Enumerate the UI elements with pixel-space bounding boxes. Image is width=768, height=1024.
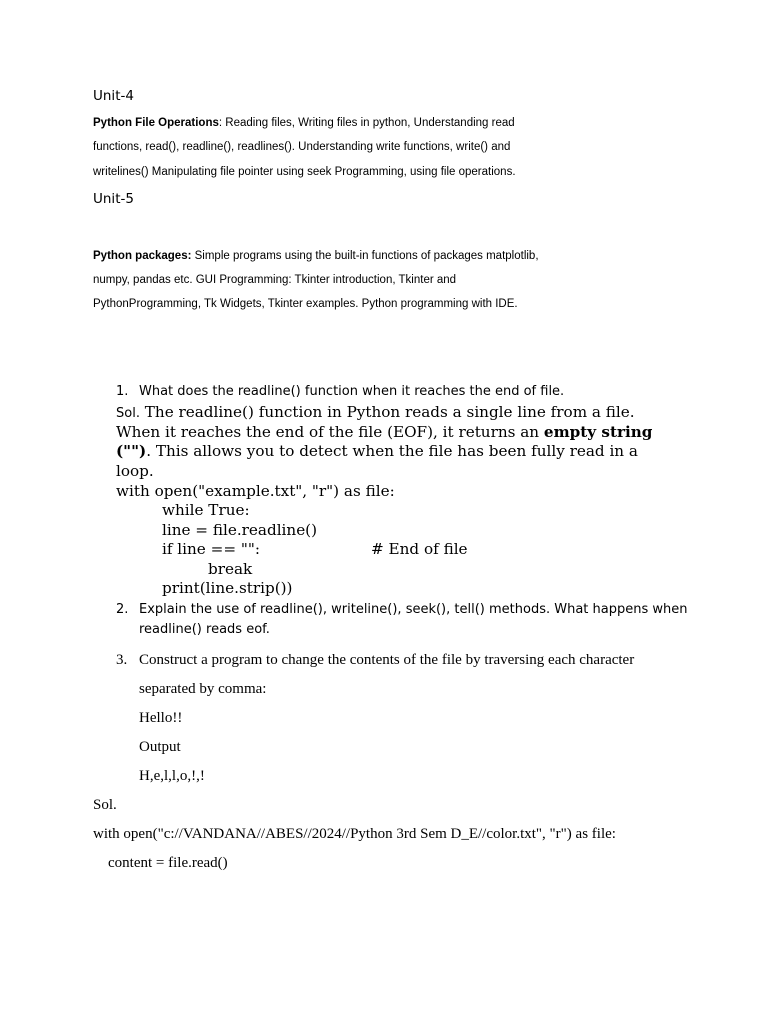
q1-question: What does the readline() function when it reaches the end of file.	[139, 384, 565, 399]
q1-number: 1.	[116, 384, 129, 399]
q1-code-line: while True:	[162, 501, 250, 519]
q1-answer-line2	[116, 423, 652, 441]
unit4-line2: functions, read(), readline(), readlines(). Understanding write functions, write() and	[93, 141, 511, 153]
q1-answer-line2-text: When it reaches the end of the file (EOF), it returns an	[116, 423, 544, 441]
q1-answer-line3-text: . This allows you to detect when the file has been fully read in a	[146, 442, 638, 460]
q1-answer-line1	[116, 403, 635, 421]
q1-answer-line1-text: The readline() function in Python reads a single line from a file.	[139, 403, 635, 421]
unit5-line3: PythonProgramming, Tk Widgets, Tkinter examples. Python programming with IDE.	[93, 298, 518, 310]
unit4-line3: writelines() Manipulating file pointer using seek Programming, using file operations.	[93, 166, 516, 178]
sol2-code-line2: content = file.read()	[108, 855, 228, 871]
unit4-line1	[93, 117, 515, 129]
q1-code-line: if line == "":	[162, 540, 260, 558]
q1-sol-label: Sol.	[116, 406, 140, 421]
q1-code-line: with open("example.txt", "r") as file:	[116, 482, 395, 500]
q1-code-line: line = file.readline()	[162, 521, 318, 539]
q3-line1: Construct a program to change the contents of the file by traversing each character	[139, 652, 635, 668]
unit5-line2: numpy, pandas etc. GUI Programming: Tkinter introduction, Tkinter and	[93, 274, 457, 286]
unit4-line1-rest: : Reading files, Writing files in python, Understanding read	[218, 117, 515, 129]
q1-empty-string: empty string	[543, 423, 653, 441]
q3-input: Hello!!	[139, 710, 183, 726]
q2-number: 2.	[116, 602, 129, 617]
unit5-line1-rest: Simple programs using the built-in functions of packages matplotlib,	[191, 250, 539, 262]
sol2-label: Sol.	[93, 797, 117, 813]
q1-empty-quotes: ("")	[116, 442, 147, 460]
q1-answer-line3	[116, 442, 638, 460]
q1-code-comment: # End of file	[371, 540, 468, 558]
q1-code-line: print(line.strip())	[162, 579, 293, 597]
unit5-heading: Unit-5	[93, 191, 134, 207]
q3-output: H,e,l,l,o,!,!	[139, 768, 205, 784]
q3-number: 3.	[116, 652, 128, 668]
q1-code-line: break	[208, 560, 253, 578]
unit5-topic: Python packages:	[93, 250, 192, 262]
unit4-topic: Python File Operations	[93, 117, 219, 129]
unit4-heading: Unit-4	[93, 88, 134, 104]
q3-output-label: Output	[139, 739, 181, 755]
unit5-line1	[93, 250, 539, 262]
sol2-code-line1: with open("c://VANDANA//ABES//2024//Python 3rd Sem D_E//color.txt", "r") as file:	[93, 826, 616, 842]
q3-line2: separated by comma:	[139, 681, 267, 697]
q2-line1: Explain the use of readline(), writeline(), seek(), tell() methods. What happens when	[139, 602, 688, 617]
q2-line2: readline() reads eof.	[139, 622, 270, 637]
q1-answer-line4: loop.	[116, 462, 154, 480]
